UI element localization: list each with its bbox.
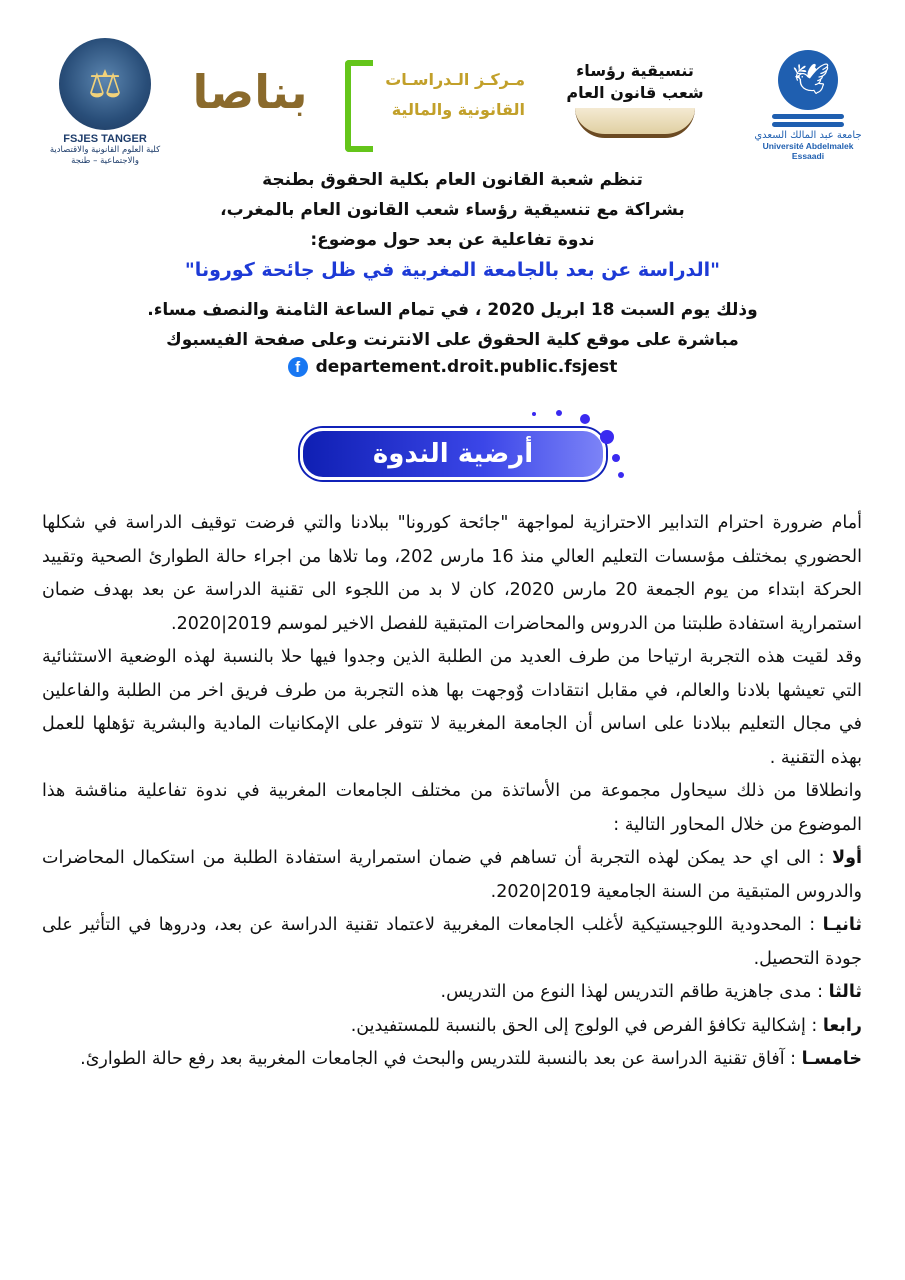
facebook-handle[interactable]: departement.droit.public.fsjest	[315, 357, 618, 377]
body-paragraph-3: وانطلاقا من ذلك سيحاول مجموعة من الأساتذة من مختلف الجامعات المغربية في ندوة تفاعلية مناقشة هذا الموضوع من خلال المحاور التالية :	[42, 781, 862, 835]
banner-pill	[300, 428, 606, 480]
intro-line1: تنظم شعبة القانون العام بكلية الحقوق بطنجة	[262, 170, 643, 190]
axis-item-2	[42, 909, 862, 976]
axis-label: رابعا	[822, 1015, 862, 1036]
university-logo	[748, 40, 868, 161]
coordination-logo	[560, 60, 710, 138]
axis-text: : إشكالية تكافؤ الفرص في الولوج إلى الحق بالنسبة للمستفيدين.	[350, 1015, 823, 1036]
decorative-dot	[532, 412, 536, 416]
axis-label: خامسـا	[801, 1049, 862, 1069]
axis-text: : الى اي حد يمكن لهذه التجربة أن تساهم في ضمان استمرارية استفادة الطلبة من استكمال المحاضرات والدروس المتبقية من السنة الجامعية 2019|2020.	[42, 848, 862, 902]
facebook-icon: f	[288, 357, 308, 377]
banasa-logo: بناصا	[192, 65, 308, 119]
intro-broadcast-line: مباشرة على موقع كلية الحقوق على الانترنت وعلى صفحة الفيسبوك	[166, 330, 739, 350]
announcement	[60, 165, 845, 377]
scales-icon: ⚖	[59, 38, 151, 130]
decorative-dot	[612, 454, 620, 462]
coordination-logo-line1: تنسيقية رؤساء	[576, 61, 694, 80]
green-bracket-icon	[345, 60, 373, 152]
dove-emblem-icon: 🕊	[766, 40, 850, 130]
decorative-dot	[600, 430, 614, 444]
fsjes-arabic-name: كلية العلوم القانونية والاقتصادية والاجتماعية – طنجة	[49, 145, 161, 166]
logo-strip	[0, 30, 905, 180]
axis-text: : مدى جاهزية طاقم التدريس لهذا النوع من التدريس.	[440, 982, 829, 1002]
open-book-icon	[575, 108, 695, 138]
center-logo-line2: القانونية والمالية	[391, 100, 525, 119]
center-logo-line1: مـركـز الـدراسـات	[385, 70, 525, 89]
axis-label: أولا	[832, 848, 862, 868]
coordination-logo-line2: شعب قانون العام	[566, 83, 704, 102]
axis-item-1	[42, 842, 862, 909]
facebook-link[interactable]	[60, 357, 845, 377]
decorative-dot	[556, 410, 562, 416]
intro-line2: بشراكة مع تنسيقية رؤساء شعب القانون العام بالمغرب،	[220, 200, 685, 220]
intro-date-line: وذلك يوم السبت 18 ابريل 2020 ، في تمام الساعة الثامنة والنصف مساء.	[147, 300, 758, 320]
seminar-body	[42, 507, 862, 1077]
body-paragraph-1: أمام ضرورة احترام التدابير الاحترازية لمواجهة "جائحة كورونا" ببلادنا والتي فرضت توقيف الدراسة في شكلها الحضوري بمختلف مؤسسات التعليم العالي منذ 16 مارس 202، وما تلاها من اجراء حالة الطوارئ الصحية وتقييد الحركة ابتداء من يوم الجمعة 20 مارس 2020، كان لا بد من اللجوء الى تقنية الدراسة عن بعد بهدف ضمان استمرارية استفادة طلبتنا من الدروس والمحاضرات المتبقية للفصل الاخير لموسم 2019|2020.	[42, 513, 862, 634]
body-paragraph-2: وقد لقيت هذه التجربة ارتياحا من طرف العديد من الطلبة الذين وجدوا فيها حلا بالنسبة لهذه الوضعية الاستثنائية التي تعيشها بلادنا والعالم، في مقابل انتقادات وٌوجهت بها هذه التجربة من طرف فريق اخر من الطلبة والفاعلين في مجال التعليم ببلادنا على اساس أن الجامعة المغربية لا تتوفر على الإمكانيات المادية والبشرية تؤهلها للعمل بهذه التقنية .	[42, 647, 862, 768]
seminar-title: "الدراسة عن بعد بالجامعة المغربية في ظل جائحة كورونا"	[184, 259, 721, 281]
axis-item-4	[42, 1010, 862, 1044]
intro-line3: ندوة تفاعلية عن بعد حول موضوع:	[310, 230, 595, 250]
seminar-banner	[300, 410, 630, 485]
axis-label: ثالثا	[828, 982, 862, 1002]
axis-item-3	[42, 976, 862, 1010]
decorative-dot	[618, 472, 624, 478]
banner-label: أرضية الندوة	[372, 439, 534, 469]
legal-financial-studies-center-logo	[345, 60, 525, 155]
fsjes-name: FSJES TANGER	[63, 133, 147, 145]
decorative-dot	[580, 414, 590, 424]
axis-text: : آفاق تقنية الدراسة عن بعد بالنسبة للتدريس والبحث في الجامعات المغربية بعد رفع حالة الطوارئ.	[80, 1049, 802, 1069]
axis-item-5	[42, 1043, 862, 1077]
axis-text: : المحدودية اللوجيستيكية لأغلب الجامعات المغربية لاعتماد تقنية الدراسة عن بعد، ودروها في التأثير على جودة التحصيل.	[42, 915, 862, 969]
university-arabic-name: جامعة عبد المالك السعدي	[754, 130, 862, 141]
axis-label: ثانيـا	[822, 915, 862, 935]
fsjes-logo	[40, 38, 170, 167]
university-french-name: Université Abdelmalek Essaadi	[762, 141, 854, 161]
